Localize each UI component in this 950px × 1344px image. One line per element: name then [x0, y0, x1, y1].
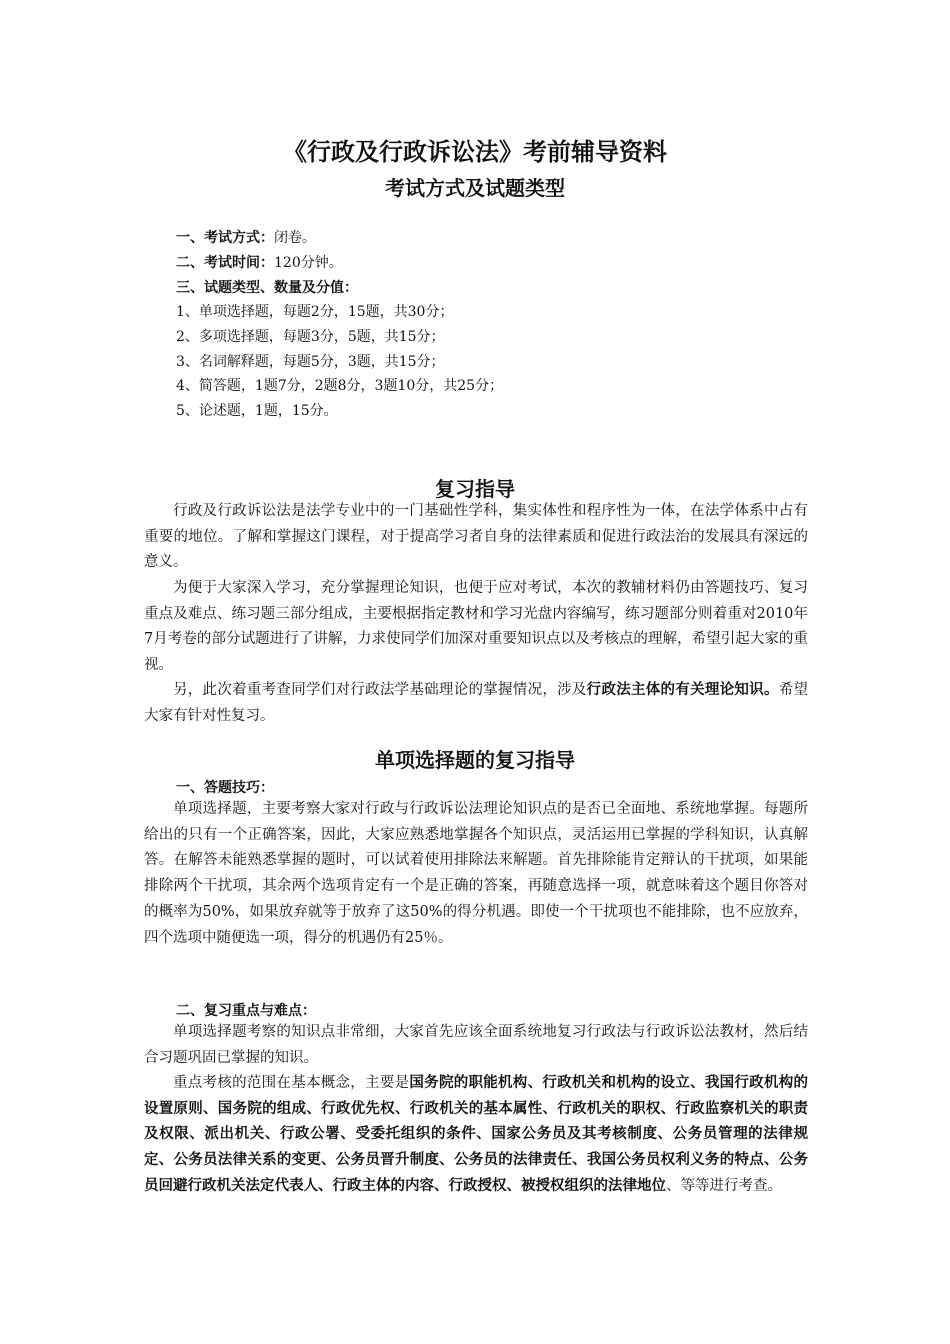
question-type-item: 4、简答题，1题7分，2题8分，3题10分，共25分；	[176, 378, 504, 394]
focus-subheading: 二、复习重点与难点：	[176, 1003, 316, 1019]
single-choice-heading: 单项选择题的复习指导	[375, 748, 575, 772]
exam-method-label: 一、考试方式：	[176, 230, 274, 246]
review-p3-tail: 希望大家有针对性复习。	[144, 682, 809, 724]
review-heading: 复习指导	[435, 477, 515, 501]
focus-p2-tail: 、等等进行考查。	[666, 1177, 782, 1194]
focus-p2-text: 重点考核的范围在基本概念，主要是	[173, 1075, 410, 1091]
tips-subheading: 一、答题技巧：	[176, 780, 274, 796]
review-paragraph-3	[144, 678, 808, 729]
question-type-item: 1、单项选择题，每题2分，15题，共30分；	[176, 304, 454, 320]
tips-paragraph: 单项选择题，主要考察大家对行政与行政诉讼法理论知识点的是否已全面地、系统地掌握。每题所给出的只有一个正确答案，因此，大家应熟悉地掌握各个知识点，灵活运用已掌握的学科知识，认真解答。在解答未能熟悉掌握的题时，可以试着使用排除法来解题。首先排除能肯定辩认的干扰项，如果能排除两个干扰项，其余两个选项肯定有一个是正确的答案，再随意选择一项，就意味着这个题目你答对的概率为50%，如果放弃就等于放弃了这50%的得分机遇。即使一个干扰项也不能排除，也不应放弃，四个选项中随便选一项，得分的机遇仍有25％。	[144, 801, 808, 946]
question-types-line	[176, 280, 358, 296]
focus-p2-emphasis: 国务院的职能机构、行政机关和机构的设立、我国行政机构的设置原则、国务院的组成、行政优先权、行政机关的基本属性、行政机关的职权、行政监察机关的职责及权限、派出机关、行政公署、受委托组织的条件、国家公务员及其考核制度、公务员管理的法律规定、公务员法律关系的变更、公务员晋升制度、公务员的法律责任、我国公务员权利义务的特点、公务员回避行政机关法定代表人、行政主体的内容、行政授权、被授权组织的法律地位	[144, 1075, 809, 1194]
question-types-label: 三、试题类型、数量及分值：	[176, 280, 358, 296]
exam-method-value: 闭卷。	[274, 230, 316, 246]
question-type-item: 3、名词解释题，每题5分，3题，共15分；	[176, 354, 445, 370]
focus-paragraph-1: 单项选择题考察的知识点非常细，大家首先应该全面系统地复习行政法与行政诉讼法教材，然后结合习题巩固已掌握的知识。	[144, 1024, 808, 1066]
document-title: 《行政及行政诉讼法》考前辅导资料	[283, 138, 667, 166]
question-type-item: 2、多项选择题，每题3分，5题，共15分；	[176, 329, 445, 345]
exam-time-value: 120分钟。	[274, 255, 343, 271]
review-p3-emphasis: 行政法主体的有关理论知识。	[586, 682, 779, 698]
document-subtitle: 考试方式及试题类型	[385, 176, 565, 200]
review-p3-text: 另，此次着重考查同学们对行政法学基础理论的掌握情况，涉及	[173, 682, 587, 698]
question-type-item: 5、论述题，1题，15分。	[176, 403, 338, 419]
review-paragraph-2: 为便于大家深入学习，充分掌握理论知识，也便于应对考试，本次的教辅材料仍由答题技巧、复习重点及难点、练习题三部分组成，主要根据指定教材和学习光盘内容编写，练习题部分则着重对2010年7月考卷的部分试题进行了讲解，力求使同学们加深对重要知识点以及考核点的理解，希望引起大家的重视。	[144, 580, 808, 674]
exam-method-line	[176, 230, 316, 246]
review-paragraph-1: 行政及行政诉讼法是法学专业中的一门基础性学科，集实体性和程序性为一体，在法学体系中占有重要的地位。了解和掌握这门课程，对于提高学习者自身的法律素质和促进行政法治的发展具有深远的意义。	[144, 503, 808, 571]
exam-time-label: 二、考试时间：	[176, 255, 274, 271]
exam-time-line	[176, 255, 343, 271]
focus-paragraph-2	[144, 1071, 808, 1200]
